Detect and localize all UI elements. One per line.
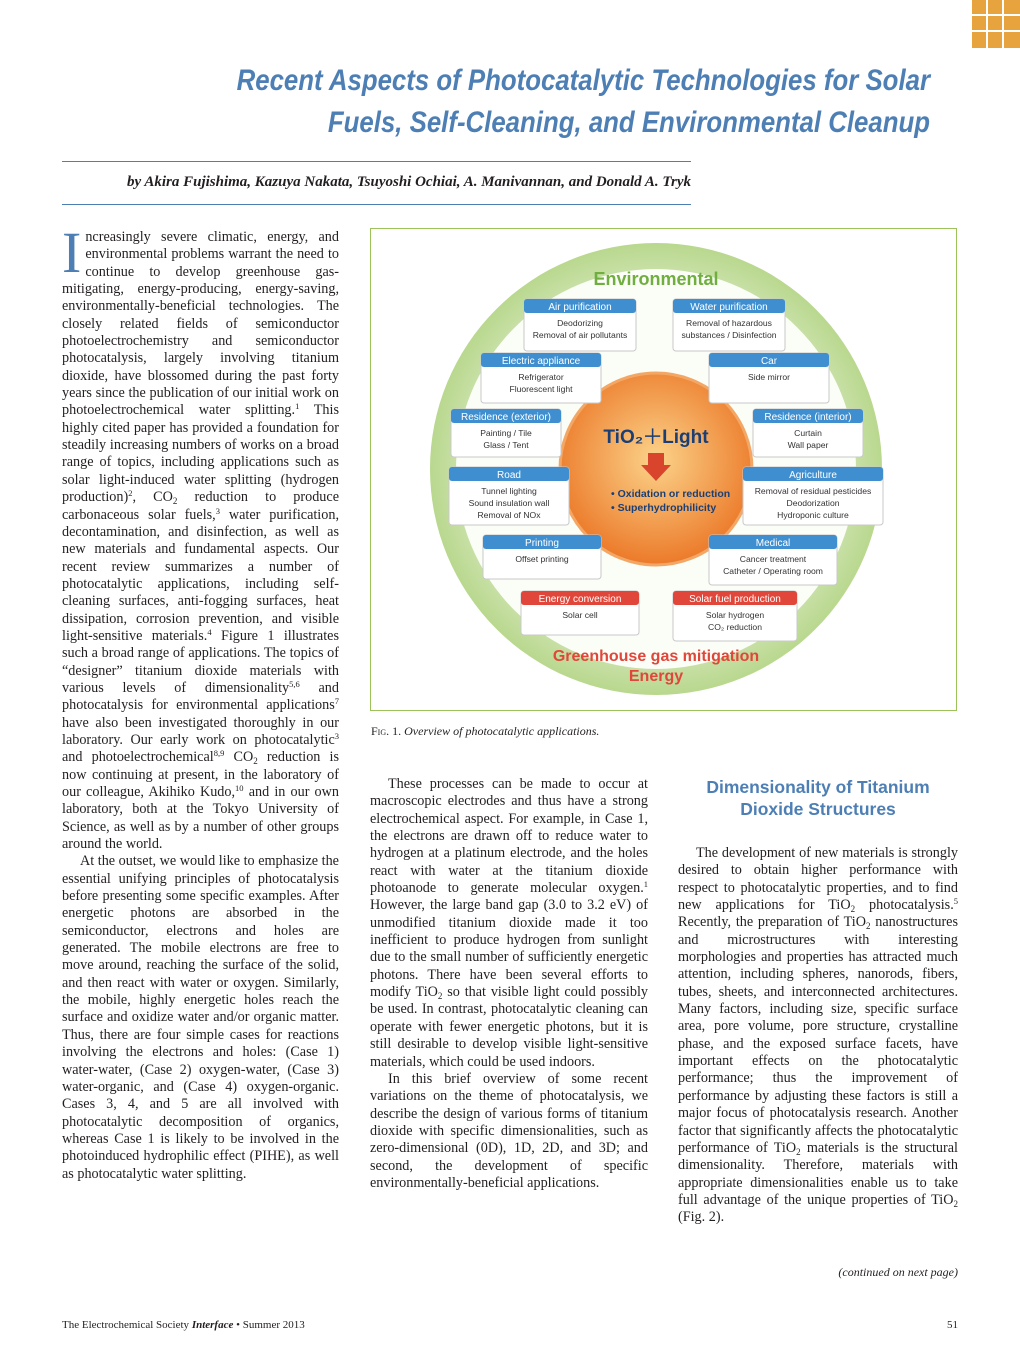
box-title: Car <box>760 356 778 367</box>
energy-label: Energy <box>628 668 684 685</box>
application-box <box>709 535 837 585</box>
application-box <box>673 299 785 351</box>
paragraph: At the outset, we would like to emphasize the essential unifying principles of photocatalysis before presenting some specific examples. After energetic photons are absorbed in the semiconductor, electrons and holes are generated. The mobile electrons are free to move around, reaching the surface of the solid, and then react with water or oxygen. Similarly, the mobile, highly energetic holes reach the surface and oxidize water and/or organic matter. Thus, there are four simple cases for reactions involving the electrons and holes: (Case 1) water-water, (Case 2) oxygen-water, (Case 3) water-organic, and (Case 4) oxygen-organic. Cases 3, 4, and 5 are all involved with photocatalytic decomposition of organics, whereas Case 1 is likely to be involved in the photoinduced hydrophilic effect (PIHE), as well as photocatalytic water splitting. <box>62 853 339 1182</box>
application-box <box>673 591 797 641</box>
box-title: Road <box>497 470 521 481</box>
application-box <box>743 467 883 525</box>
application-box <box>753 409 863 457</box>
paragraph: The development of new materials is strongly desired to obtain higher performance with respect to photocatalytic properties, and to find new applications for TiO$_2$ photocatalysis.$^5$ Recently, the preparation of TiO$_2$ nanostructures and microstructures with interesting morphologies and properties has attracted much attention, including spheres, nanorods, fibers, tubes, sheets, and interconnected architectures. Many factors, including size, specific surface area, pore volume, pore structure, crystalline phase, and the exposed surface facets, have important effects on the photocatalytic performance; thus the improvement of performance by adjusting these factors is still a major focus of photocatalysis research. Another factor that significantly affects the photocatalytic performance of TiO$_2$ materials is the structural dimensionality. Therefore, materials with appropriate dimensionalities enable us to take full advantage of the unique properties of TiO$_2$ (Fig. 2). <box>678 845 958 1226</box>
column-3 <box>678 845 958 1227</box>
greenhouse-label: Greenhouse gas mitigation <box>552 648 760 665</box>
title-rule-top <box>62 161 691 162</box>
box-line: Painting / Tile <box>480 428 532 438</box>
box-line: Deodorizing <box>557 318 603 328</box>
column-1 <box>62 220 339 1183</box>
box-title: Electric appliance <box>501 356 581 367</box>
paragraph: In this brief overview of some recent variations on the theme of photocatalysis, we describe the design of various forms of titanium dioxide with specific dimensionalities, such as zero-dimensional (0D), 1D, 2D, and 3D; and second, the development of specific environmentally-beneficial applications. <box>370 1070 648 1191</box>
box-line: Cancer treatment <box>739 554 807 564</box>
box-line: Fluorescent light <box>509 384 573 394</box>
applications-diagram <box>371 229 955 709</box>
tio2-light-label: TiO₂＋Light <box>603 427 709 448</box>
box-line: Solar hydrogen <box>705 610 765 620</box>
box-line: Offset printing <box>515 554 569 564</box>
center-bullet-2: • Superhydrophilicity <box>611 502 717 514</box>
application-box <box>483 535 601 579</box>
box-line: Side mirror <box>747 372 791 382</box>
box-line: Wall paper <box>787 440 829 450</box>
box-line: CO₂ reduction <box>708 622 762 632</box>
page-number: 51 <box>947 1319 958 1331</box>
box-title: Energy conversion <box>538 594 622 605</box>
application-box <box>481 353 601 403</box>
box-line: Deodorization <box>786 498 840 508</box>
column-2 <box>370 776 648 1192</box>
paragraph: Increasingly severe climatic, energy, and environmental problems warrant the need to continue to develop greenhouse gas-mitigating, energy-producing, energy-saving, environmentally-beneficial technologies. The closely related fields of semiconductor photoelectrochemistry and semiconductor photocatalysis, largely involving titanium dioxide, have blossomed during the past forty years since the publication of our initial work on photoelectrochemical water splitting.$^1$ This highly cited paper has provided a foundation for steadily increasing numbers of works on a broad range of topics, including applications such as solar light-induced water splitting (hydrogen production)$^2$, $CO_2$ reduction to produce carbonaceous solar fuels,$^3$ water purification, decontamination, and disinfection, as well as new materials and fundamental aspects. Our recent review summarizes a number of photocatalytic applications, including self-cleaning surfaces, anti-fogging surfaces, heat dissipation, corrosion prevention, and visible light-sensitive materials.$^4$ Figure 1 illustrates such a broad range of applications. The topics of “designer” titanium dioxide materials with various levels of dimensionality$^{5,6}$ and photocatalysis for environmental applications$^7$ have also been investigated thoroughly in our laboratory. Our early work on photocatalytic$^3$ and photoelectrochemical$^{8,9}$ $CO_2$ reduction is now continuing at present, in the laboratory of our colleague, Akihiko Kudo,$^{10}$ and in our own laboratory, both at the Tokyo University of Science, as well as by a number of other groups around the world. <box>62 220 339 853</box>
box-line: Removal of hazardous <box>686 318 772 328</box>
drop-cap: I <box>62 220 82 285</box>
box-line: Sound insulation wall <box>468 498 550 508</box>
box-title: Residence (exterior) <box>460 412 552 423</box>
center-bullet-1: • Oxidation or reduction <box>611 488 731 500</box>
title-rule-bottom <box>62 204 691 205</box>
box-title: Solar fuel production <box>689 594 781 605</box>
application-box <box>449 467 569 525</box>
application-box <box>524 299 636 351</box>
article-title: Recent Aspects of Photocatalytic Technologies for Solar Fuels, Self-Cleaning, and Environmental Cleanup <box>236 64 930 139</box>
application-box <box>451 409 561 457</box>
box-line: substances / Disinfection <box>681 330 777 340</box>
box-title: Medical <box>755 538 791 549</box>
box-title: Water purification <box>690 302 768 313</box>
box-line: Removal of air pollutants <box>532 330 628 340</box>
box-line: Refrigerator <box>518 372 564 382</box>
box-title: Air purification <box>548 302 612 313</box>
footer: The Electrochemical Society Interface • Summer 2013 <box>62 1319 305 1331</box>
box-line: Catheter / Operating room <box>723 566 823 576</box>
figure-1 <box>370 228 957 711</box>
box-line: Removal of NOx <box>477 510 541 520</box>
environmental-label: Environmental <box>593 269 719 289</box>
box-line: Hydroponic culture <box>777 510 849 520</box>
byline: by Akira Fujishima, Kazuya Nakata, Tsuyoshi Ochiai, A. Manivannan, and Donald A. Tryk <box>126 174 691 190</box>
application-box <box>709 353 829 403</box>
paragraph: These processes can be made to occur at macroscopic electrodes and thus have a strong electrochemical aspect. For example, in Case 1, the electrons are drawn off to reduce water to hydrogen at a platinum electrode, and the holes react with water at the titanium dioxide photoanode to generate molecular oxygen.$^1$ However, the large band gap (3.0 to 3.2 eV) of unmodified titanium dioxide made it too inefficient to produce hydrogen from sunlight due to the small number of sufficiently energetic photons. There have been several efforts to modify TiO$_2$ so that visible light could possibly be used. In contrast, photocatalytic cleaning can operate with fewer energetic photons, but it is still desirable to develop visible light-sensitive materials, which could be used indoors. <box>370 776 648 1070</box>
corner-decoration <box>972 0 1020 48</box>
section-heading: Dimensionality of Titanium Dioxide Structures <box>706 777 930 819</box>
box-title: Agriculture <box>789 470 837 481</box>
box-line: Tunnel lighting <box>481 486 537 496</box>
box-title: Residence (interior) <box>764 412 852 423</box>
figure-caption: Fig. 1. Overview of photocatalytic applications. <box>371 724 600 738</box>
box-line: Removal of residual pesticides <box>754 486 872 496</box>
application-box <box>521 591 639 635</box>
continued-note: (continued on next page) <box>838 1265 958 1279</box>
box-line: Curtain <box>794 428 822 438</box>
box-line: Solar cell <box>562 610 598 620</box>
box-title: Printing <box>525 538 559 549</box>
box-line: Glass / Tent <box>483 440 529 450</box>
